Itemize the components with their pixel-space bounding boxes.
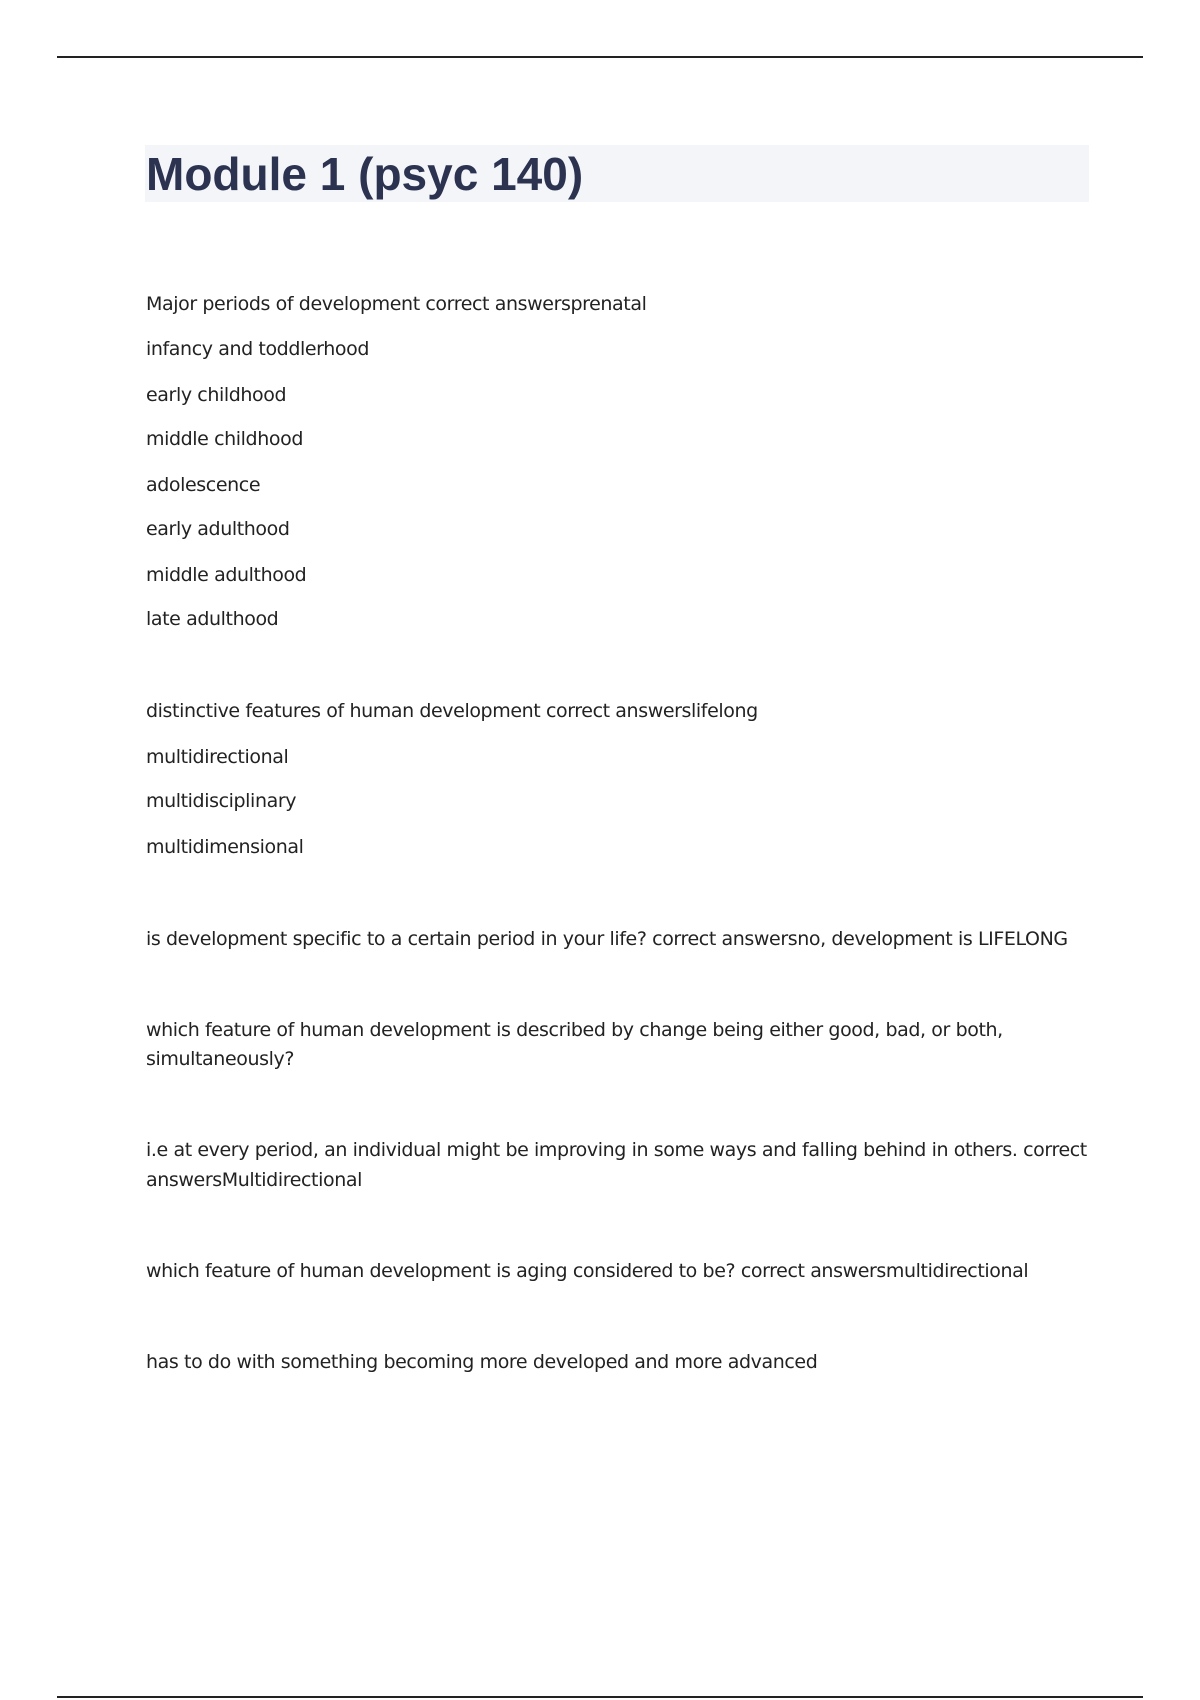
aging-card: which feature of human development is aging considered to be? correct answersmultidirectional — [146, 1260, 1029, 1282]
lifelong-card: is development specific to a certain period in your life? correct answersno, development is LIFELONG — [146, 928, 1068, 950]
improving-card-line-2: answersMultidirectional — [146, 1169, 362, 1191]
top-rule — [57, 56, 1143, 58]
good-bad-card-line-1: which feature of human development is described by change being either good, bad, or both, — [146, 1019, 1003, 1041]
periods-item-5: early adulthood — [146, 518, 290, 540]
page-title: Module 1 (psyc 140) — [146, 148, 584, 200]
periods-item-1: infancy and toddlerhood — [146, 338, 370, 360]
improving-card-line-1: i.e at every period, an individual might be improving in some ways and falling behind in others. correct — [146, 1139, 1087, 1161]
periods-item-4: adolescence — [146, 474, 261, 496]
features-question: distinctive features of human development correct answerslifelong — [146, 700, 758, 722]
periods-item-7: late adulthood — [146, 608, 279, 630]
bottom-rule — [57, 1696, 1143, 1698]
periods-question: Major periods of development correct answersprenatal — [146, 293, 647, 315]
features-item-1: multidirectional — [146, 746, 289, 768]
features-item-3: multidimensional — [146, 836, 304, 858]
periods-item-6: middle adulthood — [146, 564, 307, 586]
features-item-2: multidisciplinary — [146, 790, 297, 812]
periods-item-3: middle childhood — [146, 428, 303, 450]
advanced-card: has to do with something becoming more developed and more advanced — [146, 1351, 818, 1373]
good-bad-card-line-2: simultaneously? — [146, 1048, 295, 1070]
periods-item-2: early childhood — [146, 384, 287, 406]
